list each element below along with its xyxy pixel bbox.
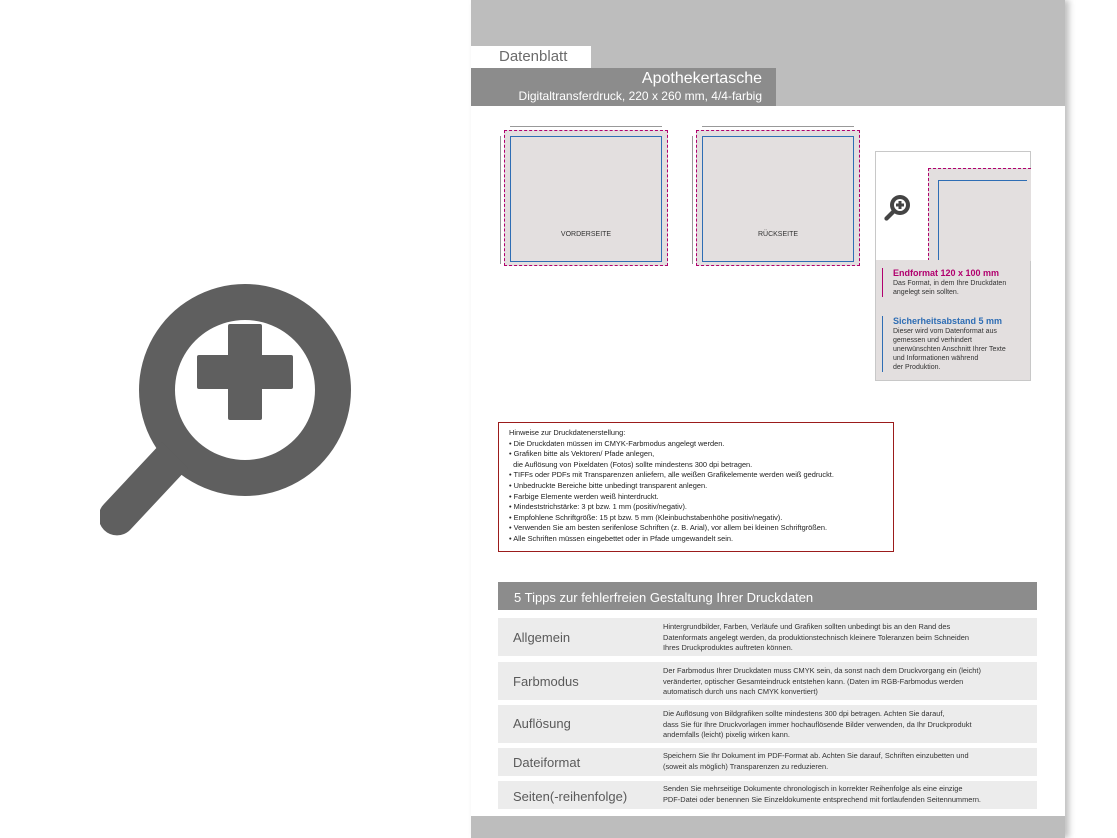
template-label: VORDERSEITE <box>560 231 612 238</box>
endformat-frame <box>504 130 668 266</box>
hint-line: • Mindeststrichstärke: 3 pt bzw. 1 mm (positiv/negativ). <box>509 502 687 512</box>
tip-text <box>663 666 1033 698</box>
tip-row <box>498 705 1037 743</box>
datasheet-tab: Datenblatt <box>471 46 591 68</box>
tip-text-line: Hintergrundbilder, Farben, Verläufe und Grafiken sollten unbedingt bis an den Rand des <box>663 622 951 631</box>
hint-line: • Verwenden Sie am besten serifenlose Schriften (z. B. Arial), vor allem bei kleinen Schriftgrößen. <box>509 523 828 533</box>
zoom-detail-card <box>875 151 1031 381</box>
product-subtitle: Digitaltransferdruck, 220 x 260 mm, 4/4-farbig <box>518 89 762 103</box>
tip-text-line: Der Farbmodus Ihrer Druckdaten muss CMYK sein, da sonst nach dem Druckvorgang ein (leicht) <box>663 666 981 675</box>
dimension-line <box>692 136 693 264</box>
tip-text-line: PDF-Datei oder benennen Sie Einzeldokumente entsprechend mit fortlaufenden Seitennummern. <box>663 794 981 804</box>
footer-band <box>471 816 1065 838</box>
tip-text-line: veränderter, optischer Gesamteindruck entstehen kann. (Daten im RGB-Farbmodus werden <box>663 676 964 686</box>
hint-line: • Empfohlene Schriftgröße: 15 pt bzw. 5 mm (Kleinbuchstabenhöhe positiv/negativ). <box>509 512 783 522</box>
hint-line: die Auflösung von Pixeldaten (Fotos) sollte mindestens 300 dpi betragen. <box>509 459 753 469</box>
hints-title: Hinweise zur Druckdatenerstellung: <box>509 428 626 437</box>
endformat-title: Endformat 120 x 100 mm <box>893 268 1000 278</box>
safety-text-line: unerwünschten Anschnitt Ihrer Texte <box>893 346 1006 353</box>
hint-line: • Alle Schriften müssen eingebettet oder in Pfade umgewandelt sein. <box>509 533 734 543</box>
safety-text-line: der Produktion. <box>893 364 941 371</box>
endformat-text-line: Das Format, in dem Ihre Druckdaten <box>893 280 1007 287</box>
hint-line: • TIFFs oder PDFs mit Transparenzen anliefern, alle weißen Grafikelemente werden weiß gedruckt. <box>509 470 834 480</box>
dimension-line <box>510 126 662 127</box>
hint-line: • Farbige Elemente werden weiß hinterdruckt. <box>509 491 659 501</box>
tip-label: Auflösung <box>513 716 571 731</box>
tip-row <box>498 662 1037 700</box>
tip-text <box>663 709 1033 741</box>
zoom-in-icon[interactable] <box>100 262 360 552</box>
tip-text-line: Die Auflösung von Bildgrafiken sollte mindestens 300 dpi betragen. Achten Sie darauf, <box>663 709 945 718</box>
zoom-preview <box>876 152 1030 260</box>
endformat-info <box>882 268 1027 297</box>
dimension-line <box>702 126 854 127</box>
tip-text-line: andernfalls (leicht) pixelig wirken kann. <box>663 730 790 739</box>
dimension-line <box>500 136 501 264</box>
endformat-text-line: angelegt sein sollten. <box>893 289 959 296</box>
safety-text-line: und Informationen während <box>893 355 979 362</box>
tip-text <box>663 751 1033 772</box>
hint-line: • Grafiken bitte als Vektoren/ Pfade anlegen, <box>509 449 655 459</box>
tips-header: 5 Tipps zur fehlerfreien Gestaltung Ihrer Druckdaten <box>498 582 1037 610</box>
safety-info <box>882 316 1027 372</box>
template-front <box>500 126 672 270</box>
safety-corner <box>938 180 1027 261</box>
datasheet-page <box>471 0 1065 838</box>
product-title-bar <box>471 68 776 106</box>
tip-text <box>663 784 1033 805</box>
tip-text-line: dass Sie für Ihre Druckvorlagen immer hochauflösende Bilder verwenden, da Ihr Druckprodukt <box>663 719 972 729</box>
hint-line: • Unbedruckte Bereiche bitte unbedingt transparent anlegen. <box>509 480 708 490</box>
tip-text-line: Ihres Druckproduktes auftreten können. <box>663 643 793 652</box>
tip-label: Allgemein <box>513 630 571 645</box>
hint-line: • Die Druckdaten müssen im CMYK-Farbmodus angelegt werden. <box>509 438 725 448</box>
safety-text-line: Dieser wird vom Datenformat aus <box>893 328 997 335</box>
tip-label: Seiten(-reihenfolge) <box>513 789 628 804</box>
safety-title: Sicherheitsabstand 5 mm <box>893 316 1003 326</box>
tip-row <box>498 781 1037 809</box>
tip-text-line: Speichern Sie Ihr Dokument im PDF-Format ab. Achten Sie darauf, Schriften einzubetten und <box>663 751 969 760</box>
safety-text-line: gemessen und verhindert <box>893 337 972 344</box>
safety-frame <box>510 136 662 262</box>
print-hints-box <box>498 422 894 552</box>
tip-text-line: (soweit als möglich) Transparenzen zu reduzieren. <box>663 761 829 771</box>
tip-label: Farbmodus <box>513 674 579 689</box>
zoom-in-icon[interactable] <box>884 192 912 222</box>
tip-row <box>498 748 1037 776</box>
safety-frame <box>702 136 854 262</box>
tip-text-line: automatisch durch uns nach CMYK konvertiert) <box>663 687 818 696</box>
tip-row <box>498 618 1037 656</box>
tip-label: Dateiformat <box>513 755 581 770</box>
endformat-frame <box>696 130 860 266</box>
template-label: RÜCKSEITE <box>757 231 799 238</box>
template-back <box>692 126 864 270</box>
tip-text-line: Datenformats angelegt werden, da produktionstechnisch kleinere Toleranzen beim Schneiden <box>663 632 969 642</box>
tip-text-line: Senden Sie mehrseitige Dokumente chronologisch in korrekter Reihenfolge als eine einzige <box>663 784 963 793</box>
product-title: Apothekertasche <box>641 70 762 87</box>
tip-text <box>663 622 1033 654</box>
zoom-legend <box>876 260 1030 380</box>
